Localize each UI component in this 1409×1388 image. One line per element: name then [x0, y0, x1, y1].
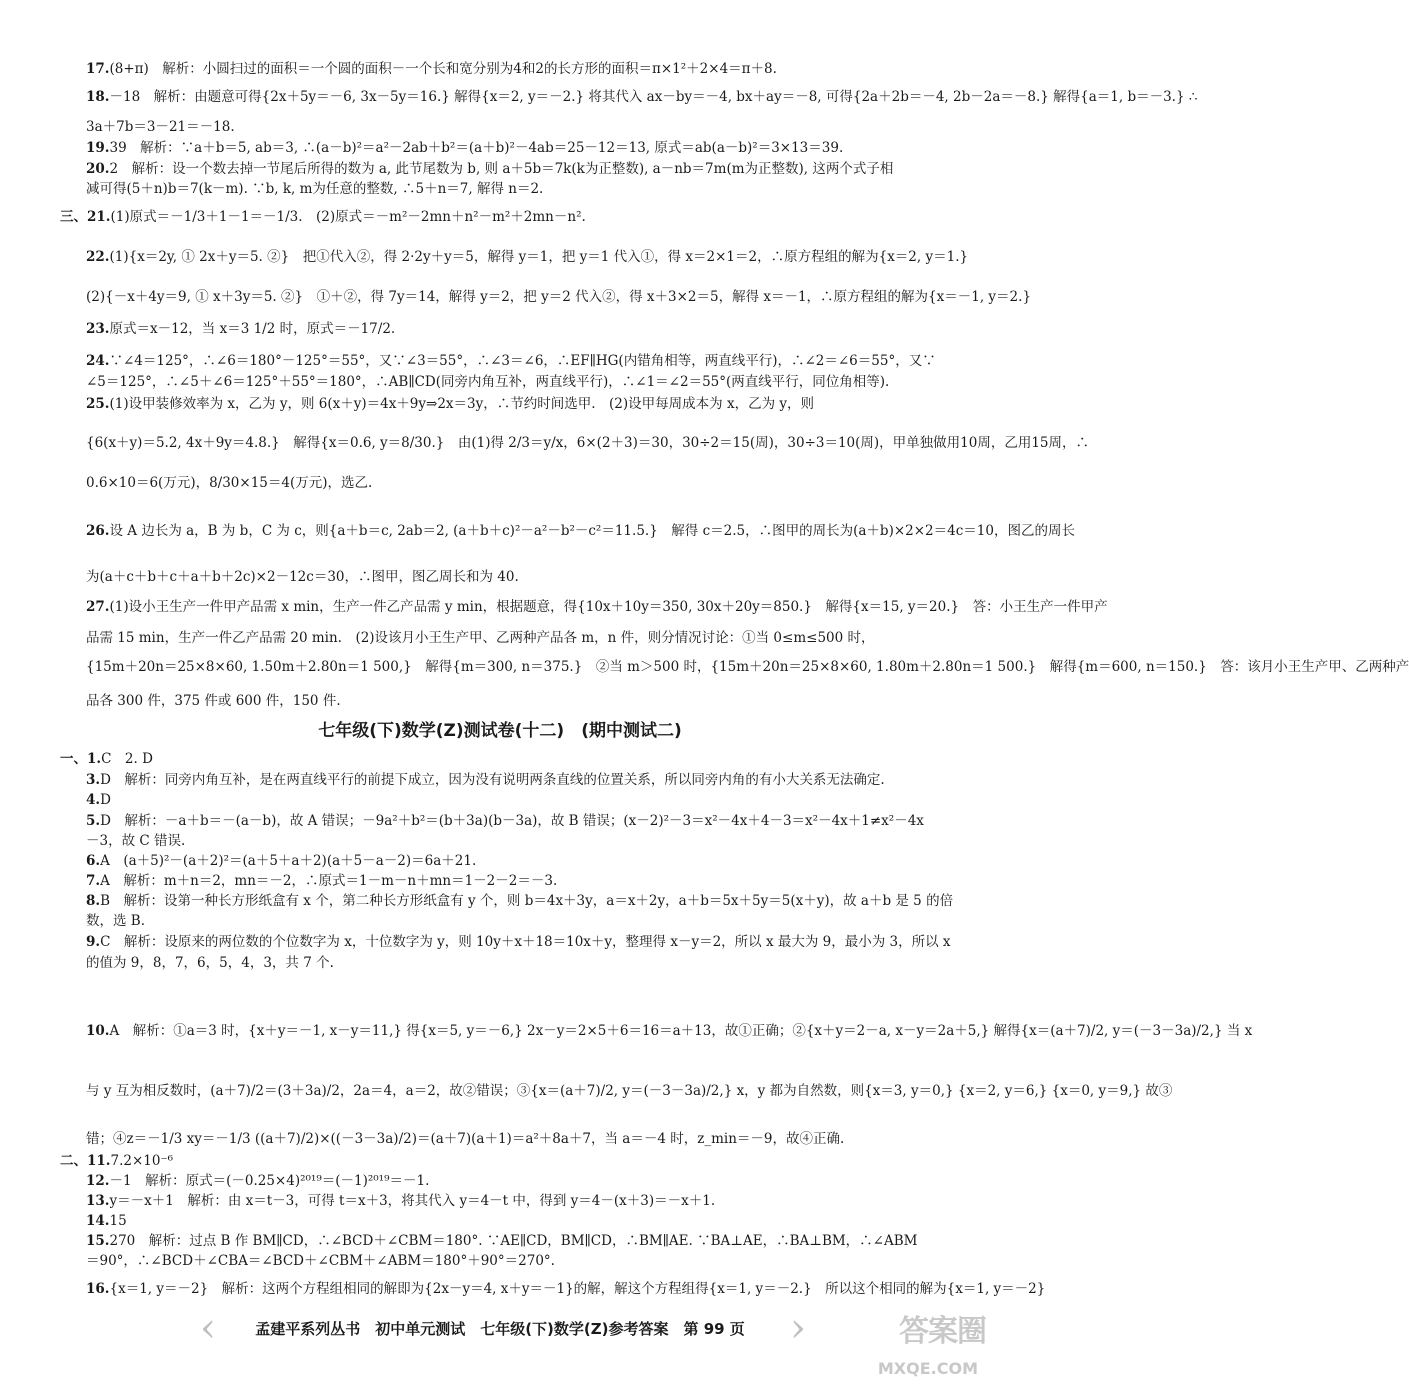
answer-line: 0.6×10＝6(万元)，8/30×15＝4(万元)，选乙. — [86, 475, 373, 491]
answer-line: 16.{x＝1, y＝－2} 解析：这两个方程组相同的解即为{2x－y＝4, x＋y＝－1}的解，解这个方程组得{x＝1, y＝－2.} 所以这个相同的解为{x＝1, y＝－2} — [86, 1281, 1046, 1297]
answer-line: 6.A (a＋5)²－(a＋2)²＝(a＋5＋a＋2)(a＋5－a－2)＝6a＋21. — [86, 853, 477, 869]
answer-line: 25.(1)设甲装修效率为 x，乙为 y，则 6(x＋y)＝4x＋9y⇒2x＝3y，∴节约时间选甲. (2)设甲每周成本为 x，乙为 y，则 — [86, 396, 814, 412]
answer-line: 10.A 解析：①a＝3 时，{x＋y＝－1, x－y＝11,} 得{x＝5, y＝－6,} 2x－y＝2×5＋6＝16＝a＋13，故①正确；②{x＋y＝2－a, x－y＝2a＋5,} 解得{x＝(a＋7)/2, y＝(－3－3a)/2,} 当 x — [86, 1023, 1253, 1039]
answer-line: 23.原式＝x－12，当 x＝3 1/2 时，原式＝－17/2. — [86, 321, 396, 337]
answer-line: 品各 300 件，375 件或 600 件，150 件. — [86, 693, 341, 709]
section-title: 七年级(下)数学(Z)测试卷(十二) (期中测试二) — [318, 721, 682, 741]
answer-line: {15m＋20n＝25×8×60, 1.50m＋2.80n＝1 500,} 解得{m＝300, n＝375.} ②当 m＞500 时，{15m＋20n＝25×8×60, 1.80m＋2.80n＝1 500.} 解得{m＝600, n＝150.} 答：该月小王生产甲、乙两种产 — [86, 659, 1409, 675]
chevron-right-icon: › — [790, 1305, 806, 1351]
answer-line: 数，选 B. — [86, 913, 146, 929]
answer-line: ＝90°，∴∠BCD＋∠CBA＝∠BCD＋∠CBM＋∠ABM＝180°＋90°＝270°. — [86, 1253, 555, 1269]
answer-line: {6(x＋y)＝5.2, 4x＋9y＝4.8.} 解得{x＝0.6, y＝8/30.} 由(1)得 2/3＝y/x，6×(2＋3)＝30，30÷2＝15(周)，30÷3＝10(周)，甲单独做用10周，乙用15周，∴ — [86, 435, 1090, 451]
answer-line: 19.39 解析：∵a＋b＝5, ab＝3, ∴(a－b)²＝a²－2ab＋b²＝(a＋b)²－4ab＝25－12＝13, 原式＝ab(a－b)²＝3×13＝39. — [86, 140, 844, 156]
answer-line: －3，故 C 错误. — [86, 833, 186, 849]
answer-line: 4.D — [86, 792, 111, 808]
answer-line: (2){－x＋4y＝9, ① x＋3y＝5. ②} ①＋②，得 7y＝14，解得 y＝2，把 y＝2 代入②，得 x＋3×2＝5，解得 x＝－1，∴原方程组的解为{x＝－1, y＝2.} — [86, 289, 1032, 305]
answer-line: 二、11.7.2×10⁻⁶ — [60, 1153, 173, 1169]
answer-line: 8.B 解析：设第一种长方形纸盒有 x 个，第二种长方形纸盒有 y 个，则 b＝4x＋3y，a＝x＋2y，a＋b＝5x＋5y＝5(x＋y)，故 a＋b 是 5 的倍 — [86, 893, 954, 909]
answer-line: 9.C 解析：设原来的两位数的个位数字为 x，十位数字为 y，则 10y＋x＋18＝10x＋y，整理得 x－y＝2，所以 x 最大为 9，最小为 3，所以 x — [86, 934, 951, 950]
answer-line: 5.D 解析：－a＋b＝－(a－b)，故 A 错误；－9a²＋b²＝(b＋3a)(b－3a)，故 B 错误；(x－2)²－3＝x²－4x＋4－3＝x²－4x＋1≠x²－4x — [86, 813, 924, 829]
watermark-logo: 答案圈 — [899, 1314, 986, 1349]
answer-line: 13.y＝－x＋1 解析：由 x＝t－3，可得 t＝x＋3，将其代入 y＝4－t 中，得到 y＝4－(x＋3)＝－x＋1. — [86, 1193, 716, 1209]
answer-line: 品需 15 min，生产一件乙产品需 20 min. (2)设该月小王生产甲、乙两种产品各 m，n 件，则分情况讨论：①当 0≤m≤500 时， — [86, 630, 875, 646]
answer-line: 的值为 9，8，7，6，5，4，3，共 7 个. — [86, 955, 334, 971]
answer-line: 15.270 解析：过点 B 作 BM∥CD，∴∠BCD＋∠CBM＝180°. ∵AE∥CD，BM∥CD，∴BM∥AE. ∵BA⊥AE，∴BA⊥BM，∴∠ABM — [86, 1233, 918, 1249]
answer-line: 18.－18 解析：由题意可得{2x＋5y＝－6, 3x－5y＝16.} 解得{x＝2, y＝－2.} 将其代入 ax－by＝－4, bx＋ay＝－8, 可得{2a＋2b＝－4, 2b－2a＝－8.} 解得{a＝1, b＝－3.} ∴ — [86, 89, 1198, 105]
answer-line: 7.A 解析：m＋n＝2，mn＝－2，∴原式＝1－m－n＋mn＝1－2－2＝－3. — [86, 873, 558, 889]
answer-line: 3a＋7b＝3－21＝－18. — [86, 119, 235, 135]
chevron-left-icon: ‹ — [200, 1305, 216, 1351]
answer-line: 三、21.(1)原式＝－1/3＋1－1＝－1/3. (2)原式＝－m²－2mn＋n²－m²＋2mn－n². — [60, 209, 586, 225]
answer-line: 3.D 解析：同旁内角互补，是在两直线平行的前提下成立，因为没有说明两条直线的位置关系，所以同旁内角的有小大关系无法确定. — [86, 772, 885, 788]
answer-line: 12.－1 解析：原式＝(－0.25×4)²⁰¹⁹＝(－1)²⁰¹⁹＝－1. — [86, 1173, 430, 1189]
answer-line: 一、1.C 2. D — [60, 751, 153, 767]
answer-line: 错；④z＝－1/3 xy＝－1/3 ((a＋7)/2)×((－3－3a)/2)＝(a＋7)(a＋1)＝a²＋8a＋7，当 a＝－4 时，z_min＝－9，故④正确. — [86, 1131, 845, 1147]
watermark-url: MXQE.COM — [877, 1359, 978, 1378]
answer-line: ∠5＝125°，∴∠5＋∠6＝125°＋55°＝180°，∴AB∥CD(同旁内角互补，两直线平行)，∴∠1＝∠2＝55°(两直线平行，同位角相等). — [86, 374, 890, 390]
answer-line: 20.2 解析：设一个数去掉一节尾后所得的数为 a, 此节尾数为 b, 则 a＋5b＝7k(k为正整数), a－nb＝7m(m为正整数), 这两个式子相 — [86, 161, 894, 177]
answer-line: 17.(8+π) 解析：小圆扫过的面积＝一个圆的面积－一个长和宽分别为4和2的长方形的面积＝π×1²＋2×4＝π＋8. — [86, 61, 777, 77]
answer-line: 22.(1){x＝2y, ① 2x＋y＝5. ②} 把①代入②，得 2·2y＋y＝5，解得 y＝1，把 y＝1 代入①，得 x＝2×1＝2，∴原方程组的解为{x＝2, y＝1.} — [86, 249, 969, 265]
answer-line: 与 y 互为相反数时，(a＋7)/2＝(3＋3a)/2，2a＝4，a＝2，故②错误；③{x＝(a＋7)/2, y＝(－3－3a)/2,} x，y 都为自然数，则{x＝3, y＝0,} {x＝2, y＝6,} {x＝0, y＝9,} 故③ — [86, 1083, 1173, 1099]
answer-line: 14.15 — [86, 1213, 127, 1229]
answer-line: 24.∵∠4＝125°，∴∠6＝180°－125°＝55°，又∵∠3＝55°，∴∠3＝∠6，∴EF∥HG(内错角相等，两直线平行)，∴∠2＝∠6＝55°，又∵ — [86, 353, 936, 369]
answer-line: 为(a＋c＋b＋c＋a＋b＋2c)×2－12c＝30，∴图甲，图乙周长和为 40. — [86, 569, 519, 585]
answer-line: 26.设 A 边长为 a，B 为 b，C 为 c，则{a＋b＝c, 2ab＝2, (a＋b＋c)²－a²－b²－c²＝11.5.} 解得 c＝2.5，∴图甲的周长为(a＋b)×2×2＝4c＝10，图乙的周长 — [86, 523, 1075, 539]
answer-line: 减可得(5＋n)b＝7(k－m). ∵b, k, m为任意的整数, ∴5＋n＝7, 解得 n＝2. — [86, 181, 544, 197]
page-footer: 孟建平系列丛书 初中单元测试 七年级(下)数学(Z)参考答案 第 99 页 — [255, 1320, 745, 1338]
answer-line: 27.(1)设小王生产一件甲产品需 x min，生产一件乙产品需 y min，根据题意，得{10x＋10y＝350, 30x＋20y＝850.} 解得{x＝15, y＝20.} 答：小王生产一件甲产 — [86, 599, 1108, 615]
